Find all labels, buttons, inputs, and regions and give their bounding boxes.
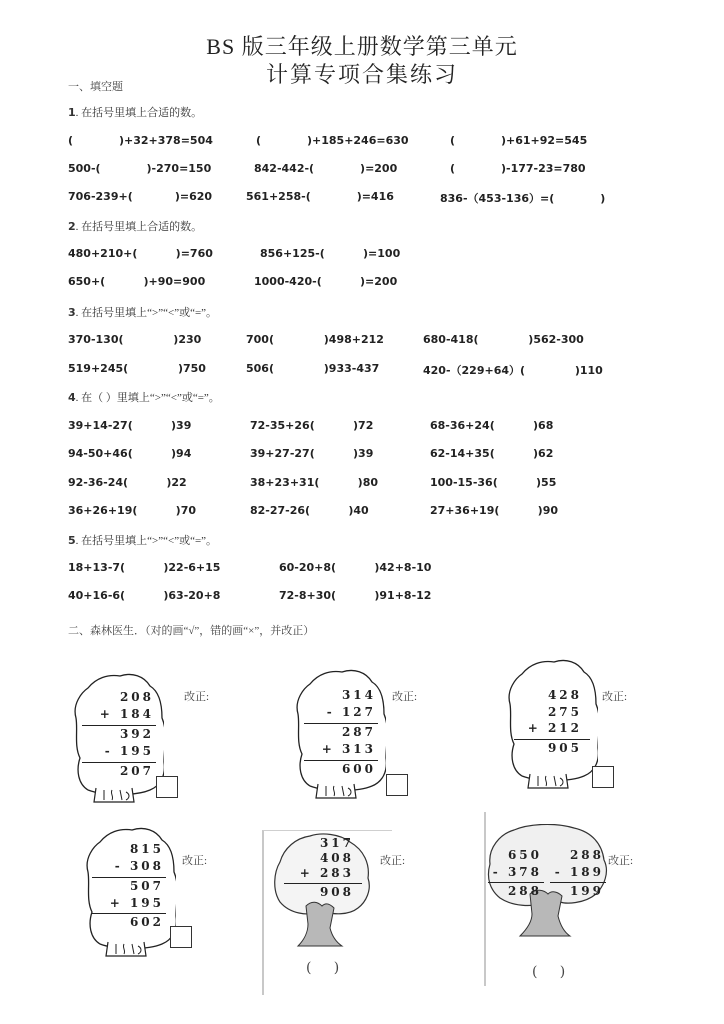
- correction-label: 改正:: [392, 691, 418, 703]
- equation[interactable]: 1000-420-( )=200: [254, 275, 398, 288]
- comparison[interactable]: 40+16-6( )63-20+8: [68, 589, 221, 602]
- check-box[interactable]: [170, 926, 192, 948]
- comparison[interactable]: 39+27-27( )39: [250, 447, 374, 460]
- q2-row-2: [0, 275, 724, 291]
- tree-problem-6: 650 - 378 288 288 - 189 199 ( ) 改正:: [484, 824, 724, 994]
- answer-parentheses[interactable]: ( ): [532, 964, 566, 980]
- comparison[interactable]: 27+36+19( )90: [430, 504, 559, 517]
- q4-row-4: [0, 504, 724, 520]
- tree-problem-3: 428 275 + 212 905 改正:: [508, 658, 724, 798]
- check-box[interactable]: [386, 774, 408, 796]
- comparison[interactable]: 72-35+26( )72: [250, 419, 374, 432]
- q5-row-2: [0, 589, 724, 605]
- comparison[interactable]: 36+26+19( )70: [68, 504, 197, 517]
- comparison[interactable]: 100-15-36( )55: [430, 476, 557, 489]
- tree-problem-5: 317 408 + 283 908 ( ) 改正:: [270, 832, 470, 1002]
- q1-row-3: [0, 190, 724, 206]
- question-2-heading: 2. 在括号里填上合适的数。: [68, 220, 203, 233]
- question-3-heading: 3. 在括号里填上“>”“<”或“=”。: [68, 306, 218, 319]
- q5-row-1: [0, 561, 724, 577]
- q1-row-1: [0, 134, 724, 150]
- q1-row-2: [0, 162, 724, 178]
- equation[interactable]: 842-442-( )=200: [254, 162, 398, 175]
- comparison[interactable]: 700( )498+212: [246, 333, 384, 346]
- comparison[interactable]: 92-36-24( )22: [68, 476, 187, 489]
- comparison[interactable]: 506( )933-437: [246, 362, 380, 375]
- section-heading-fill-blanks: 一、填空题: [68, 81, 123, 93]
- equation[interactable]: 561+258-( )=416: [246, 190, 394, 203]
- comparison[interactable]: 68-36+24( )68: [430, 419, 554, 432]
- tree-problem-4: 815 - 308 507 + 195 602 改正:: [86, 826, 286, 966]
- q4-row-1: [0, 419, 724, 435]
- correction-label: 改正:: [184, 691, 210, 703]
- q4-row-2: [0, 447, 724, 463]
- comparison[interactable]: 38+23+31( )80: [250, 476, 379, 489]
- equation[interactable]: 836-（453-136）=( ): [440, 192, 606, 205]
- equation[interactable]: 856+125-( )=100: [260, 247, 401, 260]
- check-box[interactable]: [592, 766, 614, 788]
- question-4-heading: 4. 在（ ）里填上“>”“<”或“=”。: [68, 391, 220, 404]
- correction-label: 改正:: [182, 855, 208, 867]
- equation[interactable]: 500-( )-270=150: [68, 162, 212, 175]
- comparison[interactable]: 18+13-7( )22-6+15: [68, 561, 221, 574]
- section-heading-forest-doctor: 二、森林医生．（对的画“√”，错的画“×”，并改正）: [68, 625, 315, 637]
- equation[interactable]: 480+210+( )=760: [68, 247, 213, 260]
- correction-label: 改正:: [380, 855, 406, 867]
- comparison[interactable]: 370-130( )230: [68, 333, 202, 346]
- worksheet-title-line2: 计算专项合集练习: [265, 62, 458, 87]
- equation[interactable]: ( )-177-23=780: [450, 162, 586, 175]
- equation[interactable]: 650+( )+90=900: [68, 275, 206, 288]
- equation[interactable]: ( )+61+92=545: [450, 134, 588, 147]
- check-box[interactable]: [156, 776, 178, 798]
- q2-row-1: [0, 247, 724, 263]
- comparison[interactable]: 60-20+8( )42+8-10: [279, 561, 432, 574]
- comparison[interactable]: 420-（229+64）( )110: [423, 364, 603, 377]
- q3-row-2: [0, 362, 724, 378]
- correction-label: 改正:: [602, 691, 628, 703]
- q4-row-3: [0, 476, 724, 492]
- answer-parentheses[interactable]: ( ): [306, 960, 340, 976]
- correction-label: 改正:: [608, 855, 634, 867]
- comparison[interactable]: 519+245( )750: [68, 362, 206, 375]
- question-5-heading: 5. 在括号里填上“>”“<”或“=”。: [68, 534, 218, 547]
- comparison[interactable]: 62-14+35( )62: [430, 447, 554, 460]
- comparison[interactable]: 82-27-26( )40: [250, 504, 369, 517]
- comparison[interactable]: 94-50+46( )94: [68, 447, 192, 460]
- question-1-heading: 1. 在括号里填上合适的数。: [68, 106, 203, 119]
- comparison[interactable]: 680-418( )562-300: [423, 333, 584, 346]
- comparison[interactable]: 72-8+30( )91+8-12: [279, 589, 432, 602]
- tree-problem-2: 314 - 127 287 + 313 600 改正:: [296, 668, 496, 808]
- equation[interactable]: 706-239+( )=620: [68, 190, 213, 203]
- q3-row-1: [0, 333, 724, 349]
- equation[interactable]: ( )+185+246=630: [256, 134, 409, 147]
- equation[interactable]: ( )+32+378=504: [68, 134, 213, 147]
- comparison[interactable]: 39+14-27( )39: [68, 419, 192, 432]
- tree-problem-1: 208 + 184 392 - 195 207 改正:: [74, 672, 274, 812]
- worksheet-title-line1: BS 版三年级上册数学第三单元: [206, 34, 518, 59]
